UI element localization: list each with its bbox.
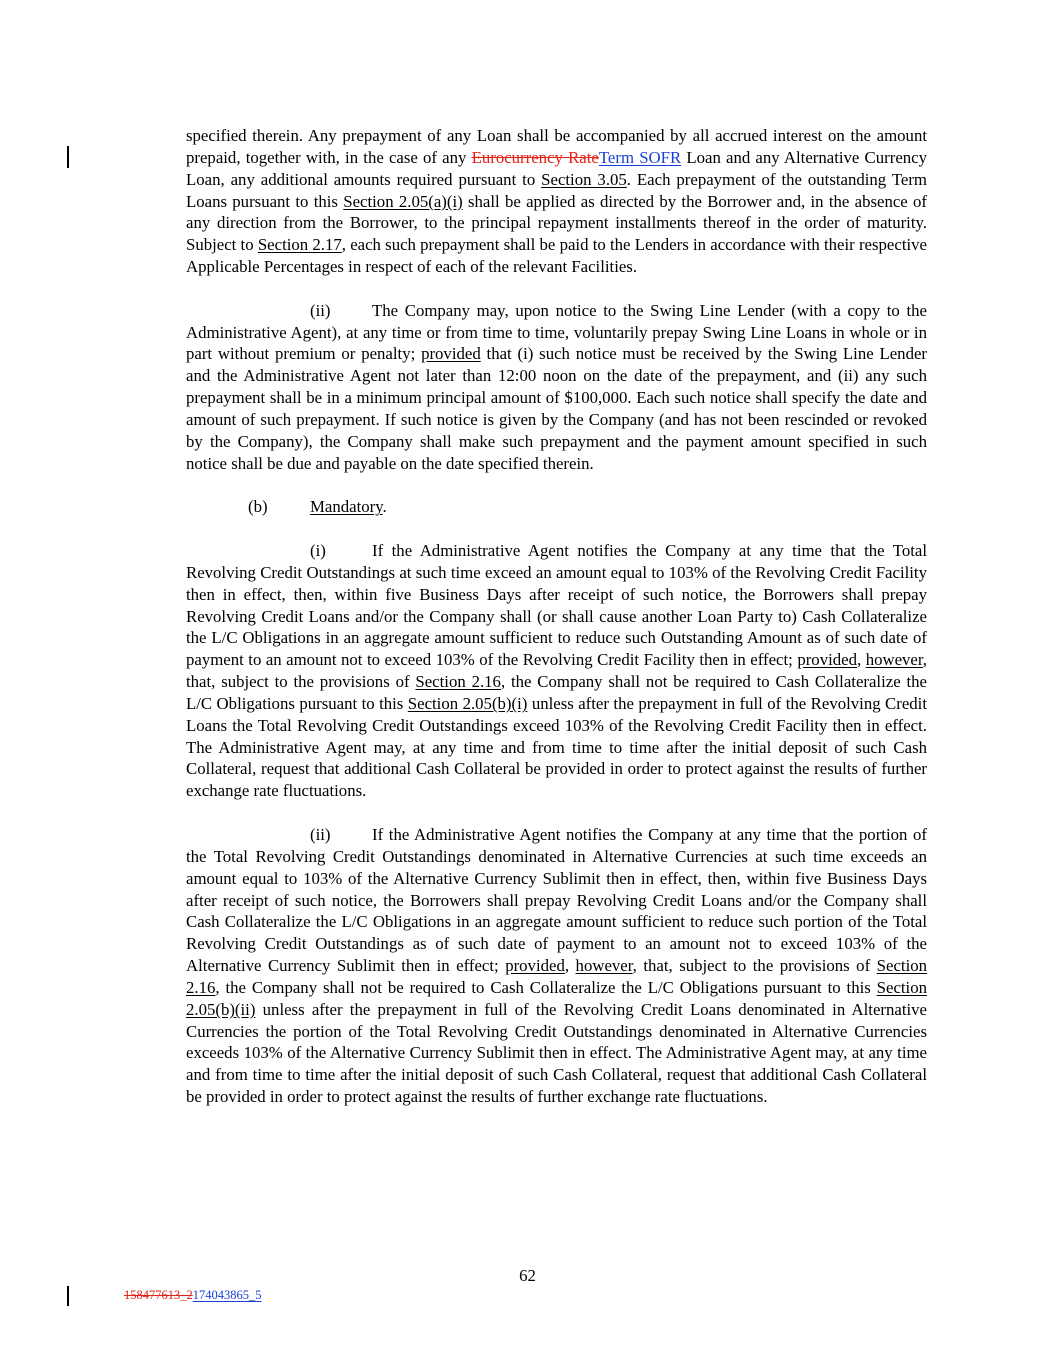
page-number: 62 — [519, 1266, 536, 1285]
text: , — [856, 650, 866, 670]
deleted-text: Eurocurrency Rate — [471, 147, 599, 167]
inserted-doc-id: 174043865_5 — [192, 1288, 262, 1302]
heading-mandatory — [248, 496, 927, 518]
paragraph-b-ii — [186, 824, 927, 1108]
heading-title: Mandatory — [310, 497, 383, 517]
section-reference: Section 2.16 — [415, 672, 501, 692]
text: , — [564, 956, 576, 976]
paragraph-continuation — [186, 125, 927, 278]
text: unless after the prepayment in full of the Revolving Credit Loans the Total Revolving Credit Outstandings exceed 103% of the Revolving Credit Facility then in effect. The Administrative Agent may, at any time and from time to time after the initial deposit of such Cash Collateral, request that additional Cash Collateral be provided in order to protect against the results of further exchange rate fluctuations. — [186, 693, 928, 801]
clause-number: (ii) — [310, 300, 331, 320]
text: The Company may, upon notice to the Swing Line Lender (with a copy to the Administrative Agent), at any time or from time to time, voluntarily prepay Swing Line Loans in whole or in part without premium or penalty; — [186, 300, 927, 364]
document-body — [186, 125, 927, 1108]
clause-number: (i) — [310, 541, 326, 561]
section-reference: Section 2.05(a)(i) — [343, 191, 463, 211]
text: that (i) such notice must be received by the Swing Line Lender and the Administrative Agent not later than 12:00 noon on the date of the prepayment, and (ii) any such prepayment shall be in a minimum principal amount of $100,000. Each such notice shall specify the date and amount of such prepayment. If such notice is given by the Company (and has not been rescinded or revoked by the Company), the Company shall make such prepayment and the payment amount specified in such notice shall be due and payable on the date specified therein. — [186, 344, 927, 473]
text: shall be applied as directed by the Borrower and, in the absence of any direction from the Borrower, to the principal repayment installments thereof in the order of maturity. Subject to — [186, 191, 927, 255]
text: , the Company shall not be required to Cash Collateralize the L/C Obligations pursuant to this — [186, 672, 927, 713]
provided-term: provided — [505, 956, 565, 976]
text: , that, subject to the provisions of — [632, 956, 877, 976]
document-id — [124, 1288, 262, 1303]
inserted-text: Term SOFR — [598, 147, 682, 167]
text: unless after the prepayment in full of the Revolving Credit Loans denominated in Alternative Currencies the portion of the Total Revolving Credit Outstandings denominated in Alternative Currencies exceeds 103% of the Alternative Currency Sublimit then in effect. The Administrative Agent may, at any time and from time to time after the initial deposit of such Cash Collateral, request that additional Cash Collateral be provided in order to protect against the results of further exchange rate fluctuations. — [186, 999, 927, 1107]
text: , that, subject to the provisions of — [186, 650, 927, 692]
text: . — [382, 497, 387, 517]
clause-number: (b) — [248, 497, 268, 517]
clause-number: (ii) — [310, 825, 331, 844]
section-reference: Section 2.16 — [186, 956, 928, 997]
text: If the Administrative Agent notifies the Company at any time that the portion of the Total Revolving Credit Outstandings denominated in Alternative Currencies at such time exceeds an amount equal to 103% of the Alternative Currency Sublimit then in effect, then, within five Business Days after receipt of such notice, the Borrowers shall prepay Revolving Credit Loans and/or the Company shall Cash Collateralize the L/C Obligations in an aggregate amount sufficient to reduce such portion of the Total Revolving Credit Outstandings as of such date of payment to an amount not to exceed 103% of the Alternative Currency Sublimit then in effect; — [186, 825, 927, 976]
provided-term: provided — [421, 344, 481, 364]
paragraph-b-i — [186, 540, 927, 802]
however-term: however — [575, 956, 633, 976]
paragraph-a-ii — [186, 300, 927, 475]
provided-term: provided — [797, 650, 857, 670]
text: Loan and any Alternative Currency Loan, any additional amounts required pursuant to — [186, 147, 927, 189]
section-reference: Section 2.05(b)(ii) — [186, 977, 927, 1019]
section-reference: Section 2.17 — [257, 235, 342, 255]
text: , each such prepayment shall be paid to the Lenders in accordance with their respective Applicable Percentages in respect of each of the relevant Facilities. — [186, 235, 927, 277]
text: specified therein. Any prepayment of any Loan shall be accompanied by all accrued interest on the amount prepaid, together with, in the case of any — [186, 126, 927, 167]
text: . Each prepayment of the outstanding Term Loans pursuant to this — [186, 169, 927, 211]
section-reference: Section 3.05 — [541, 169, 627, 189]
deleted-doc-id: 158477613_2 — [124, 1288, 193, 1302]
text: , the Company shall not be required to Cash Collateralize the L/C Obligations pursuant to this — [215, 977, 877, 997]
text: If the Administrative Agent notifies the Company at any time that the Total Revolving Credit Outstandings at such time exceed an amount equal to 103% of the Revolving Credit Facility then in effect, then, within five Business Days after receipt of such notice, the Borrowers shall prepay Revolving Credit Loans and/or the Company shall (or shall cause another Loan Party to) Cash Collateralize the L/C Obligations in an aggregate amount sufficient to reduce such Outstanding Amount as of such date of payment to an amount not to exceed 103% of the Revolving Credit Facility then in effect; — [186, 541, 927, 670]
however-term: however — [865, 650, 923, 670]
change-bar-footer — [67, 1286, 69, 1306]
change-bar-top — [67, 146, 69, 168]
section-reference: Section 2.05(b)(i) — [407, 693, 528, 713]
